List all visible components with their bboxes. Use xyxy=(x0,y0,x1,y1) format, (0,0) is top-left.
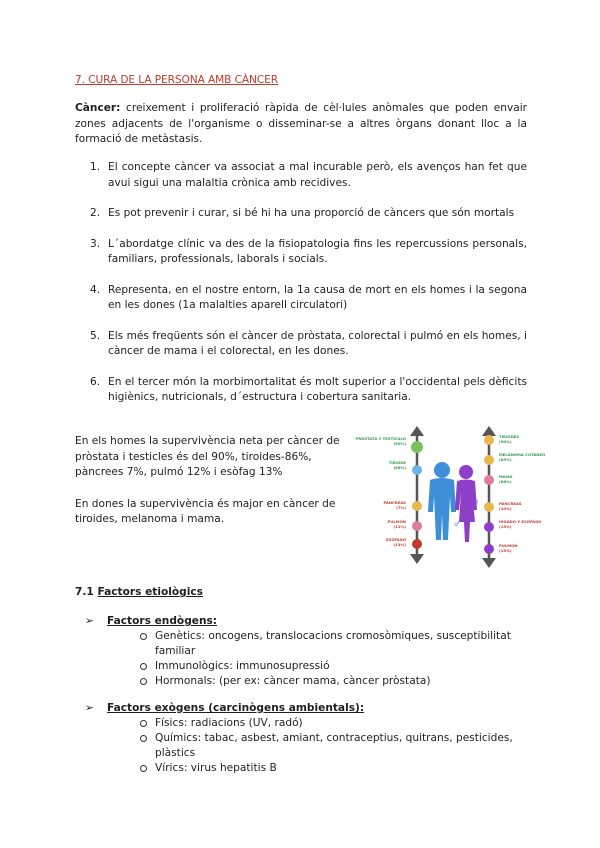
survival-women-paragraph: En dones la supervivència és major en càncer de tiroides, melanoma i mama. xyxy=(75,497,336,525)
svg-text:(90%) xyxy=(393,441,406,446)
svg-text:(7%) xyxy=(396,505,406,510)
numbered-list xyxy=(75,160,527,421)
svg-text:(13%) xyxy=(393,542,406,547)
list-item-text: Els més freqüents són el càncer de pròstata, colorectal i pulmó en els homes, i càncer de mama i el colorectal, en les dones. xyxy=(108,329,527,357)
survival-men-paragraph: En els homes la supervivència neta per càncer de pròstata i testicles és del 90%, tiroides-86%, pàncrees 7%, pulmó 12% i esòfag 13% xyxy=(75,435,340,478)
list-item: Químics: tabac, asbest, amiant, contraceptius, quitrans, pesticides, plàstics xyxy=(140,731,535,761)
figure-pct-right-4: (15%) xyxy=(499,524,512,529)
subsection-title xyxy=(75,586,203,598)
svg-text:(11%) xyxy=(393,524,406,529)
figure-label-right-4: HÍGADO Y ESÓFAGO xyxy=(499,519,542,524)
arrow-up-icon xyxy=(482,426,496,436)
figure-pct-right-1: (89%) xyxy=(499,457,512,462)
figure-label-right-5: PULMÓN xyxy=(499,543,518,548)
svg-text:(90%) xyxy=(499,439,512,444)
esophagus-icon xyxy=(412,539,422,549)
breast-icon xyxy=(484,475,494,485)
list-item-text: L´abordatge clínic va des de la fisiopatologia fins les repercussions personals, familiars, professionals, laborals i socials. xyxy=(108,237,527,265)
list-item: Genètics: oncogens, translocacions cromosòmiques, susceptibilitat familiar xyxy=(140,629,535,659)
survival-text xyxy=(75,434,360,544)
factor-group-heading: ➢ Factors endògens: xyxy=(85,615,218,627)
figure-label-right-2: MAMA xyxy=(499,474,513,479)
list-item xyxy=(75,237,527,268)
subsection-number: 7.1 xyxy=(75,586,94,598)
intro-paragraph xyxy=(75,101,527,148)
list-item xyxy=(75,375,527,406)
thyroid-icon xyxy=(412,465,422,475)
list-item: Immunològics: immunosupressió xyxy=(140,659,535,674)
list-item-text: Es pot prevenir i curar, si bé hi ha una proporció de càncers que són mortals xyxy=(108,207,515,219)
list-item xyxy=(75,283,527,314)
svg-text:(86%) xyxy=(393,465,406,470)
list-item-number: 1. xyxy=(90,161,101,173)
female-symbol-icon: ♀ xyxy=(474,499,479,506)
list-item: Físics: radiacions (UV, radó) xyxy=(140,716,535,731)
svg-text:(15%) xyxy=(499,524,512,529)
liver-icon xyxy=(484,522,494,532)
list-item xyxy=(75,206,527,222)
thyroid-icon xyxy=(484,435,494,445)
list-item-number: 3. xyxy=(90,237,101,250)
list-item-number: 4. xyxy=(90,283,101,296)
figure-pct-right-0: (90%) xyxy=(499,439,512,444)
pancreas-icon xyxy=(484,502,494,512)
figure-pct-right-5: (15%) xyxy=(499,548,512,553)
intro-definition: creixement i proliferació ràpida de cèl·lules anòmales que poden envair zones adjacents de l'organisme o disseminar-se a altres òrgans donant lloc a la formació de metàstasis. xyxy=(75,102,527,145)
figure-pct-right-2: (86%) xyxy=(499,479,512,484)
list-item: Hormonals: (per ex: càncer mama, càncer pròstata) xyxy=(140,674,535,689)
figure-pct-left-4: (13%) xyxy=(393,542,406,547)
man-figure-icon xyxy=(428,462,456,540)
section-title: 7. CURA DE LA PERSONA AMB CÀNCER xyxy=(75,74,279,86)
arrow-up-icon xyxy=(410,426,424,436)
figure-pct-left-3: (11%) xyxy=(393,524,406,529)
list-item xyxy=(75,160,527,191)
figure-label-left-3: PULMÓN xyxy=(387,519,406,524)
male-symbol-icon: ♂ xyxy=(454,521,460,528)
subsection-title-text: Factors etiològics xyxy=(97,586,203,598)
factor-items xyxy=(75,629,535,689)
arrow-bullet-icon: ➢ xyxy=(85,615,94,627)
list-item-text: Representa, en el nostre entorn, la 1a causa de mort en els homes i la segona en les dones (1a malalties aparell circulatori) xyxy=(108,283,527,311)
figure-label-right-0: TIROIDES xyxy=(499,434,520,439)
svg-text:(86%) xyxy=(499,479,512,484)
list-item xyxy=(75,329,527,360)
arrow-bullet-icon: ➢ xyxy=(85,702,94,714)
figure-label-left-2: PÁNCREAS xyxy=(383,500,406,505)
melanoma-icon xyxy=(484,455,494,465)
svg-text:(10%) xyxy=(499,506,512,511)
figure-label-right-3: PÁNCREAS xyxy=(499,501,522,506)
figure-label-left-4: ESÓFAGO xyxy=(386,537,406,542)
figure-pct-left-1: (86%) xyxy=(393,465,406,470)
figure-pct-left-0: (90%) xyxy=(393,441,406,446)
figure-label-left-1: TIROIDE xyxy=(388,460,406,465)
factor-items xyxy=(75,716,535,776)
svg-text:(15%) xyxy=(499,548,512,553)
pancreas-icon xyxy=(412,501,422,511)
list-item: Vírics: virus hepatitis B xyxy=(140,761,535,776)
factors-list xyxy=(75,614,535,788)
list-item-text: En el tercer món la morbimortalitat és molt superior a l'occidental pels dèficits higiènics, nutricionals, d´estructura i cobertura sanitaria. xyxy=(108,375,527,403)
list-item-number: 6. xyxy=(90,375,101,388)
figure-pct-right-3: (10%) xyxy=(499,506,512,511)
prostate-icon xyxy=(411,441,423,453)
svg-text:(89%) xyxy=(499,457,512,462)
factor-group-heading: ➢ Factors exògens (carcinògens ambientals): xyxy=(85,702,365,714)
survival-infographic xyxy=(355,420,546,572)
lung-icon xyxy=(412,521,422,531)
arrow-down-icon xyxy=(410,554,424,564)
intro-term: Càncer: xyxy=(75,102,121,114)
figure-label-right-1: MELANOMA CUTÁNEO xyxy=(499,452,546,457)
figure-label-left-0: PRÒSTATA Y TESTÍCULO xyxy=(355,436,406,441)
lung-icon xyxy=(484,544,494,554)
list-item-text: El concepte càncer va associat a mal incurable però, els avenços han fet que avui sigui una malaltia crònica amb recidives. xyxy=(108,161,527,189)
arrow-down-icon xyxy=(482,558,496,568)
figure-pct-left-2: (7%) xyxy=(396,505,406,510)
list-item-number: 5. xyxy=(90,329,101,342)
list-item-number: 2. xyxy=(90,207,101,219)
